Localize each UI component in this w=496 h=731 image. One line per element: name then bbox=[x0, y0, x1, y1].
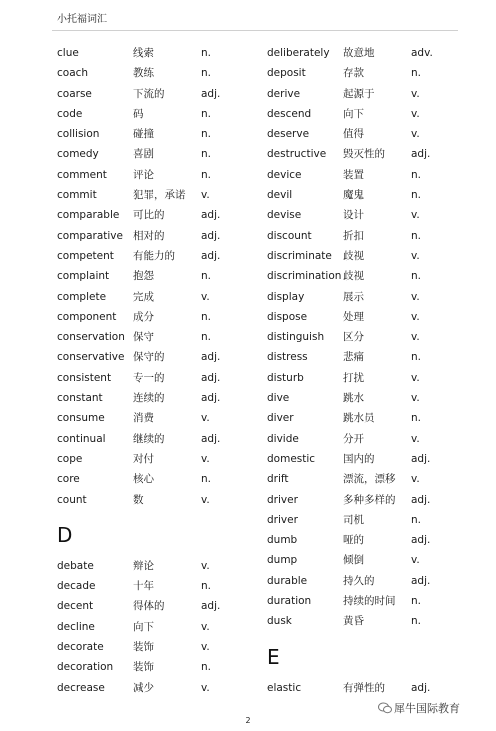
vocab-pos: n. bbox=[201, 67, 211, 80]
vocab-pos: n. bbox=[411, 270, 421, 283]
vocab-row bbox=[57, 660, 267, 680]
vocab-pos: v. bbox=[411, 107, 420, 120]
vocab-pos: v. bbox=[201, 559, 210, 572]
vocab-meaning: 减少 bbox=[133, 681, 154, 694]
vocab-word: commit bbox=[57, 189, 97, 202]
vocab-pos: adj. bbox=[201, 249, 221, 262]
vocab-meaning: 处理 bbox=[343, 310, 364, 323]
vocab-meaning: 向下 bbox=[343, 107, 364, 120]
vocab-row bbox=[57, 640, 267, 660]
vocab-word: divide bbox=[267, 432, 299, 445]
vocab-row bbox=[57, 579, 267, 599]
vocab-row bbox=[267, 391, 477, 411]
vocab-pos: adj. bbox=[411, 574, 431, 587]
vocab-pos: adj. bbox=[201, 600, 221, 613]
vocab-row bbox=[267, 290, 477, 310]
vocab-meaning: 可比的 bbox=[133, 209, 165, 222]
vocab-pos: v. bbox=[411, 554, 420, 567]
vocab-pos: v. bbox=[411, 371, 420, 384]
vocab-word: comedy bbox=[57, 148, 99, 161]
vocab-pos: v. bbox=[411, 290, 420, 303]
vocab-meaning: 得体的 bbox=[133, 600, 165, 613]
vocab-row bbox=[267, 269, 477, 289]
vocab-row bbox=[57, 269, 267, 289]
vocab-row bbox=[267, 46, 477, 66]
vocab-row bbox=[57, 681, 267, 701]
vocab-row bbox=[267, 411, 477, 431]
vocab-word: comparable bbox=[57, 209, 120, 222]
vocab-word: distinguish bbox=[267, 331, 325, 344]
vocab-meaning: 持久的 bbox=[343, 574, 375, 587]
vocab-pos: v. bbox=[411, 249, 420, 262]
vocab-word: destructive bbox=[267, 148, 327, 161]
vocab-row bbox=[57, 472, 267, 492]
vocab-pos: v. bbox=[411, 310, 420, 323]
vocab-word: cope bbox=[57, 452, 83, 465]
vocab-pos: adj. bbox=[411, 681, 431, 694]
vocab-pos: n. bbox=[201, 473, 211, 486]
watermark-text bbox=[370, 700, 460, 716]
vocab-word: collision bbox=[57, 128, 100, 141]
vocab-meaning: 漂流，漂移 bbox=[343, 473, 396, 486]
header-divider bbox=[52, 30, 458, 31]
vocab-row bbox=[57, 107, 267, 127]
vocab-meaning: 起源于 bbox=[343, 87, 375, 100]
vocab-row bbox=[267, 310, 477, 330]
section-letter bbox=[57, 513, 267, 559]
vocab-word: decorate bbox=[57, 641, 104, 654]
vocab-pos: v. bbox=[411, 209, 420, 222]
vocab-row bbox=[267, 574, 477, 594]
vocab-row bbox=[57, 290, 267, 310]
vocab-meaning: 辩论 bbox=[133, 559, 154, 572]
vocab-meaning: 持续的时间 bbox=[343, 595, 396, 608]
vocab-meaning: 数 bbox=[133, 493, 144, 506]
vocab-pos: n. bbox=[411, 513, 421, 526]
vocab-word: discount bbox=[267, 229, 312, 242]
vocab-word: competent bbox=[57, 249, 114, 262]
vocab-word: devise bbox=[267, 209, 302, 222]
vocab-word: consistent bbox=[57, 371, 112, 384]
vocab-word: conservation bbox=[57, 331, 125, 344]
vocab-pos: n. bbox=[201, 107, 211, 120]
vocab-row bbox=[57, 432, 267, 452]
vocab-pos: n. bbox=[411, 168, 421, 181]
vocab-pos: adj. bbox=[201, 351, 221, 364]
vocab-meaning: 毁灭性的 bbox=[343, 148, 385, 161]
section-letter bbox=[267, 635, 477, 681]
vocab-meaning: 倾倒 bbox=[343, 554, 364, 567]
vocab-pos: adj. bbox=[411, 452, 431, 465]
vocab-word: dusk bbox=[267, 615, 292, 628]
vocab-word: domestic bbox=[267, 452, 316, 465]
vocab-row bbox=[267, 681, 477, 701]
vocab-meaning: 歧视 bbox=[343, 249, 364, 262]
vocab-meaning: 装饰 bbox=[133, 641, 154, 654]
vocab-meaning: 相对的 bbox=[133, 229, 165, 242]
vocab-pos: adj. bbox=[411, 534, 431, 547]
vocab-row bbox=[267, 594, 477, 614]
vocab-word: durable bbox=[267, 574, 308, 587]
vocab-word: disturb bbox=[267, 371, 304, 384]
vocab-pos: adj. bbox=[201, 432, 221, 445]
vocab-word: comparative bbox=[57, 229, 123, 242]
section-letter-text: D bbox=[57, 522, 73, 547]
vocab-row bbox=[57, 127, 267, 147]
vocab-meaning: 魔鬼 bbox=[343, 189, 364, 202]
vocab-pos: v. bbox=[411, 432, 420, 445]
vocab-word: deserve bbox=[267, 128, 310, 141]
vocab-pos: adj. bbox=[201, 209, 221, 222]
page-header-title: 小托福词汇 bbox=[57, 14, 107, 25]
vocab-pos: adj. bbox=[411, 148, 431, 161]
right-column bbox=[267, 46, 477, 701]
vocab-meaning: 完成 bbox=[133, 290, 154, 303]
vocab-meaning: 故意地 bbox=[343, 47, 375, 59]
vocab-pos: v. bbox=[411, 87, 420, 100]
vocab-row bbox=[57, 310, 267, 330]
vocab-pos: adj. bbox=[201, 371, 221, 384]
vocab-word: complete bbox=[57, 290, 107, 303]
vocab-pos: n. bbox=[201, 168, 211, 181]
vocab-pos: n. bbox=[201, 310, 211, 323]
vocab-pos: n. bbox=[201, 661, 211, 674]
vocab-row bbox=[57, 350, 267, 370]
vocab-pos: n. bbox=[411, 595, 421, 608]
vocab-word: driver bbox=[267, 493, 298, 506]
vocab-pos: n. bbox=[201, 148, 211, 161]
vocab-row bbox=[57, 208, 267, 228]
vocab-row bbox=[267, 493, 477, 513]
vocab-meaning: 折扣 bbox=[343, 229, 364, 242]
vocab-row bbox=[267, 208, 477, 228]
vocab-word: coarse bbox=[57, 87, 92, 100]
page-number: 2 bbox=[245, 716, 251, 725]
vocab-pos: v. bbox=[201, 620, 210, 633]
vocab-word: conservative bbox=[57, 351, 125, 364]
vocab-pos: n. bbox=[411, 67, 421, 80]
vocab-meaning: 教练 bbox=[133, 67, 154, 80]
vocab-row bbox=[267, 188, 477, 208]
vocab-pos: n. bbox=[411, 615, 421, 628]
vocab-row bbox=[267, 533, 477, 553]
vocab-pos: v. bbox=[411, 128, 420, 141]
vocab-meaning: 装饰 bbox=[133, 661, 154, 674]
vocab-row bbox=[57, 168, 267, 188]
vocab-meaning: 连续的 bbox=[133, 392, 165, 405]
vocab-row bbox=[57, 620, 267, 640]
vocab-row bbox=[267, 513, 477, 533]
vocab-word: decrease bbox=[57, 681, 105, 694]
vocab-pos: n. bbox=[411, 229, 421, 242]
vocab-word: core bbox=[57, 473, 80, 486]
vocab-meaning: 下流的 bbox=[133, 87, 165, 100]
vocab-meaning: 核心 bbox=[133, 473, 154, 486]
vocab-row bbox=[267, 168, 477, 188]
vocab-word: decade bbox=[57, 580, 96, 593]
vocab-row bbox=[267, 229, 477, 249]
vocab-row bbox=[57, 330, 267, 350]
vocab-word: distress bbox=[267, 351, 308, 364]
vocab-meaning: 犯罪，承诺 bbox=[133, 189, 186, 202]
vocab-pos: v. bbox=[201, 681, 210, 694]
vocab-word: devil bbox=[267, 189, 293, 202]
watermark-label: 犀牛国际教育 bbox=[394, 702, 460, 715]
vocab-row bbox=[57, 371, 267, 391]
vocab-pos: v. bbox=[411, 473, 420, 486]
vocab-meaning: 保守的 bbox=[133, 351, 165, 364]
vocab-meaning: 成分 bbox=[133, 310, 154, 323]
vocab-meaning: 对付 bbox=[133, 452, 154, 465]
vocab-word: decline bbox=[57, 620, 95, 633]
vocab-meaning: 哑的 bbox=[343, 534, 364, 547]
vocab-word: decent bbox=[57, 600, 94, 613]
vocab-word: discriminate bbox=[267, 249, 332, 262]
vocab-word: coach bbox=[57, 67, 89, 80]
vocab-pos: adj. bbox=[201, 87, 221, 100]
vocab-pos: adj. bbox=[411, 493, 431, 506]
vocab-meaning: 有能力的 bbox=[133, 249, 175, 262]
vocab-pos: adj. bbox=[201, 229, 221, 242]
vocab-pos: v. bbox=[411, 392, 420, 405]
vocab-meaning: 装置 bbox=[343, 168, 364, 181]
vocab-meaning: 喜剧 bbox=[133, 148, 154, 161]
vocab-row bbox=[57, 87, 267, 107]
vocab-pos: v. bbox=[201, 452, 210, 465]
vocab-row bbox=[267, 553, 477, 573]
vocab-word: component bbox=[57, 310, 117, 323]
vocab-word: descend bbox=[267, 107, 312, 120]
vocab-meaning: 跳水 bbox=[343, 392, 364, 405]
vocab-word: display bbox=[267, 290, 305, 303]
vocab-row bbox=[57, 559, 267, 579]
vocab-meaning: 有弹性的 bbox=[343, 681, 385, 694]
vocab-pos: v. bbox=[411, 331, 420, 344]
vocab-meaning: 消费 bbox=[133, 412, 154, 425]
vocab-row bbox=[57, 229, 267, 249]
vocab-meaning: 打扰 bbox=[343, 371, 364, 384]
vocab-row bbox=[57, 452, 267, 472]
vocab-pos: n. bbox=[411, 189, 421, 202]
vocab-meaning: 抱怨 bbox=[133, 270, 154, 283]
vocab-meaning: 展示 bbox=[343, 290, 364, 303]
vocab-row bbox=[267, 147, 477, 167]
vocab-pos: v. bbox=[201, 412, 210, 425]
vocab-word: driver bbox=[267, 513, 298, 526]
vocab-word: continual bbox=[57, 432, 106, 445]
vocab-meaning: 跳水员 bbox=[343, 412, 375, 425]
vocab-word: clue bbox=[57, 47, 79, 59]
vocab-word: debate bbox=[57, 559, 94, 572]
vocab-pos: v. bbox=[201, 290, 210, 303]
vocab-word: deposit bbox=[267, 67, 306, 80]
vocab-meaning: 区分 bbox=[343, 331, 364, 344]
vocab-pos: v. bbox=[201, 493, 210, 506]
vocab-meaning: 碰撞 bbox=[133, 128, 154, 141]
vocab-pos: n. bbox=[201, 580, 211, 593]
vocab-word: constant bbox=[57, 392, 103, 405]
section-letter-text: E bbox=[267, 644, 280, 669]
vocab-pos: adj. bbox=[201, 392, 221, 405]
vocab-meaning: 码 bbox=[133, 107, 144, 120]
vocab-row bbox=[57, 391, 267, 411]
vocab-meaning: 十年 bbox=[133, 580, 154, 593]
vocab-word: device bbox=[267, 168, 302, 181]
vocab-meaning: 国内的 bbox=[343, 452, 375, 465]
vocab-meaning: 设计 bbox=[343, 209, 364, 222]
vocab-word: comment bbox=[57, 168, 107, 181]
vocab-row bbox=[57, 188, 267, 208]
vocab-pos: v. bbox=[201, 641, 210, 654]
vocab-word: dive bbox=[267, 392, 290, 405]
vocab-word: discrimination bbox=[267, 270, 342, 283]
vocab-meaning: 专一的 bbox=[133, 371, 165, 384]
vocab-word: complaint bbox=[57, 270, 110, 283]
vocab-pos: n. bbox=[201, 128, 211, 141]
vocab-word: derive bbox=[267, 87, 301, 100]
vocab-word: deliberately bbox=[267, 47, 330, 59]
vocab-row bbox=[57, 66, 267, 86]
vocab-meaning: 值得 bbox=[343, 128, 364, 141]
vocab-row bbox=[267, 350, 477, 370]
vocab-meaning: 评论 bbox=[133, 168, 154, 181]
vocab-row bbox=[267, 66, 477, 86]
vocab-row bbox=[57, 411, 267, 431]
vocab-row bbox=[267, 107, 477, 127]
vocab-word: dispose bbox=[267, 310, 308, 323]
vocab-row bbox=[267, 87, 477, 107]
left-column bbox=[57, 46, 267, 701]
vocab-pos: v. bbox=[201, 189, 210, 202]
vocab-pos: n. bbox=[201, 331, 211, 344]
vocab-word: elastic bbox=[267, 681, 302, 694]
vocab-row bbox=[57, 46, 267, 66]
vocab-pos: n. bbox=[411, 351, 421, 364]
vocab-word: dump bbox=[267, 554, 298, 567]
vocab-word: dumb bbox=[267, 534, 298, 547]
vocab-word: drift bbox=[267, 473, 289, 486]
vocab-meaning: 司机 bbox=[343, 513, 364, 526]
vocab-word: decoration bbox=[57, 661, 114, 674]
vocab-row bbox=[267, 330, 477, 350]
vocab-word: diver bbox=[267, 412, 294, 425]
vocab-word: count bbox=[57, 493, 87, 506]
vocab-meaning: 向下 bbox=[133, 620, 154, 633]
vocab-meaning: 黄昏 bbox=[343, 615, 364, 628]
vocab-row bbox=[57, 147, 267, 167]
vocab-row bbox=[267, 249, 477, 269]
vocab-word: consume bbox=[57, 412, 105, 425]
vocab-row bbox=[267, 472, 477, 492]
vocab-meaning: 悲痛 bbox=[343, 351, 364, 364]
vocab-row bbox=[267, 432, 477, 452]
vocab-row bbox=[57, 493, 267, 513]
vocab-pos: n. bbox=[411, 412, 421, 425]
vocab-meaning: 存款 bbox=[343, 67, 364, 80]
vocab-pos: n. bbox=[201, 270, 211, 283]
vocab-pos: adv. bbox=[411, 47, 433, 59]
vocab-row bbox=[267, 371, 477, 391]
vocab-row bbox=[57, 599, 267, 619]
vocab-row bbox=[57, 249, 267, 269]
vocab-row bbox=[267, 452, 477, 472]
vocab-meaning: 分开 bbox=[343, 432, 364, 445]
vocab-meaning: 保守 bbox=[133, 331, 154, 344]
vocab-meaning: 线索 bbox=[133, 47, 154, 59]
vocab-word: duration bbox=[267, 595, 312, 608]
vocab-row bbox=[267, 614, 477, 634]
vocab-pos: n. bbox=[201, 47, 211, 59]
vocab-meaning: 多种多样的 bbox=[343, 493, 396, 506]
vocab-meaning: 继续的 bbox=[133, 432, 165, 445]
vocab-word: code bbox=[57, 107, 83, 120]
vocab-row bbox=[267, 127, 477, 147]
vocab-meaning: 歧视 bbox=[343, 270, 364, 283]
